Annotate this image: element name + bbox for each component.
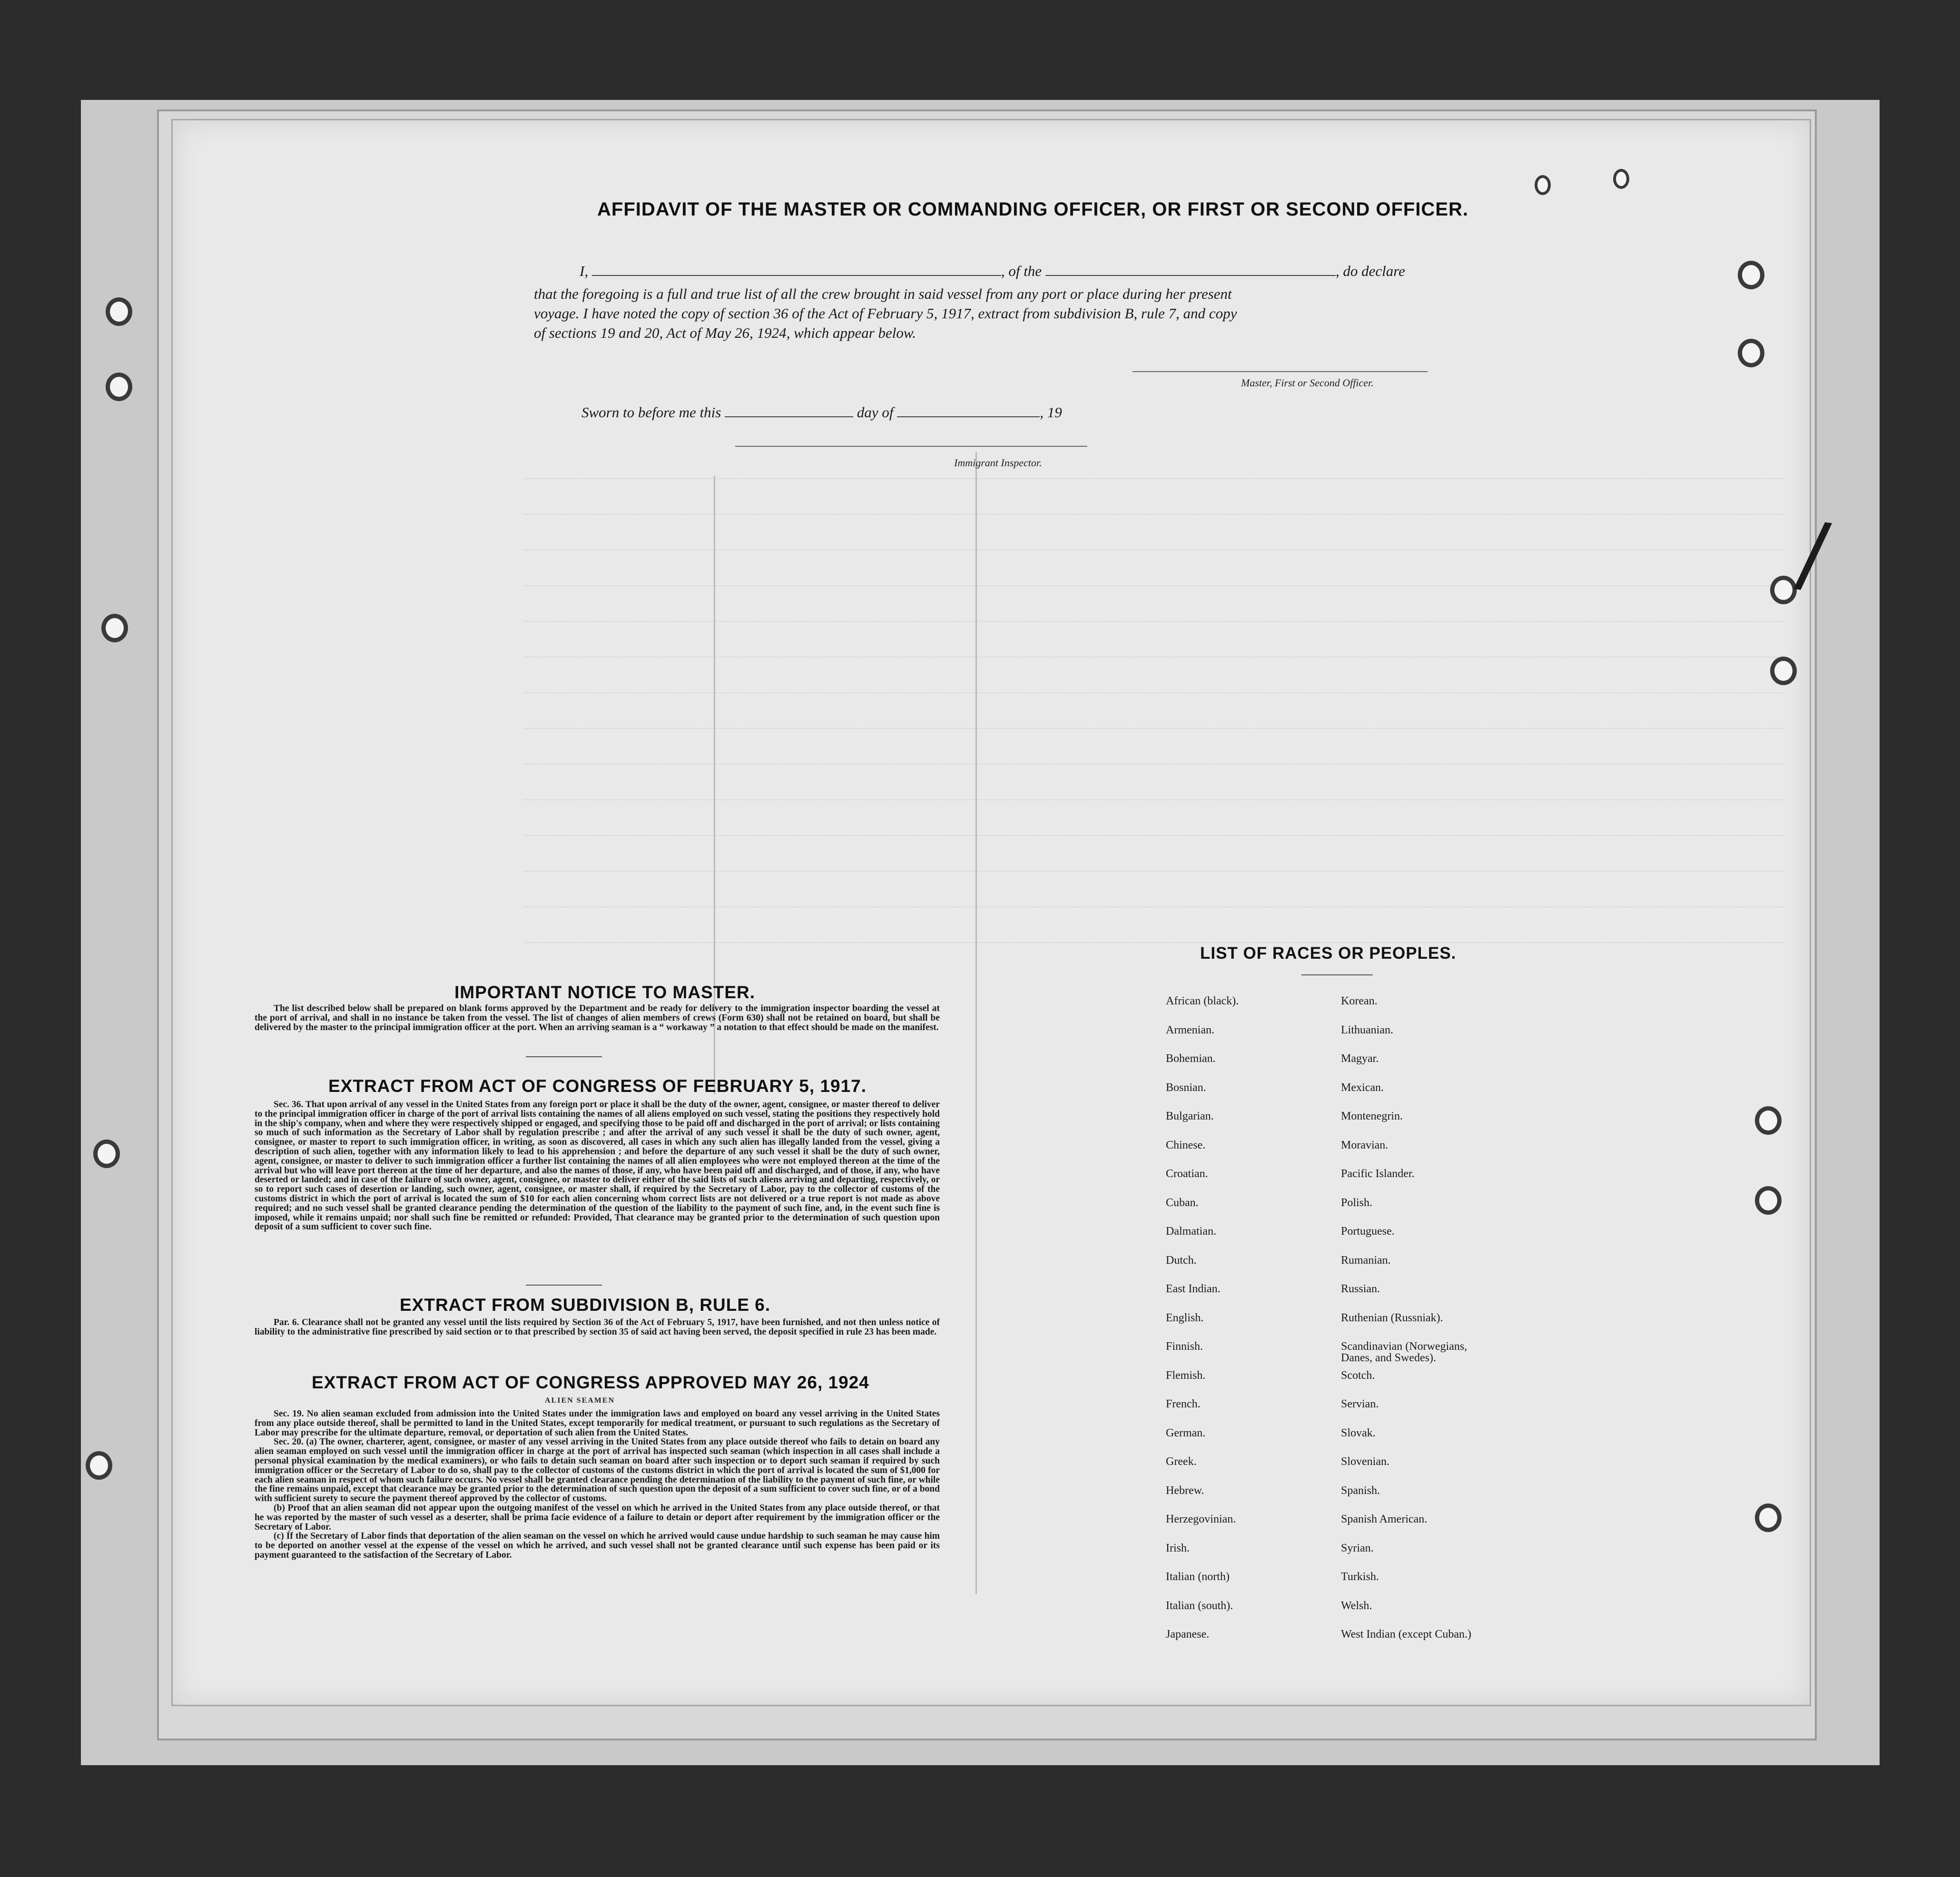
race-item: German.	[1166, 1426, 1206, 1439]
affidavit-line-2: that the foregoing is a full and true list of all the crew brought in said vessel from any port or place during her present	[534, 285, 1232, 302]
race-item: Lithuanian.	[1341, 1023, 1393, 1036]
column-divider	[975, 452, 977, 1594]
act-1924-text	[255, 1409, 940, 1560]
sworn-line	[581, 402, 1062, 421]
race-item: Ruthenian (Russniak).	[1341, 1311, 1443, 1324]
race-item: Slovenian.	[1341, 1455, 1389, 1468]
race-item: Portuguese.	[1341, 1225, 1395, 1238]
race-item: Dutch.	[1166, 1254, 1197, 1267]
binder-hole	[106, 297, 132, 326]
race-item: Chinese.	[1166, 1139, 1206, 1151]
sworn-year: , 19	[1040, 404, 1062, 421]
binder-hole	[93, 1140, 120, 1168]
section-divider	[526, 1285, 602, 1286]
act-1917-text	[255, 1100, 940, 1232]
race-item: Spanish American.	[1341, 1513, 1428, 1525]
race-item: Spanish.	[1341, 1484, 1380, 1497]
affidavit-do-declare: , do declare	[1335, 263, 1405, 279]
act-1924-subtitle: ALIEN SEAMEN	[545, 1396, 615, 1405]
binder-hole	[1770, 657, 1797, 685]
binder-hole	[1755, 1186, 1782, 1215]
act-1924-title: EXTRACT FROM ACT OF CONGRESS APPROVED MAY 26, 1924	[312, 1373, 869, 1392]
race-item: Magyar.	[1341, 1052, 1379, 1065]
binder-hole	[1738, 261, 1764, 289]
race-item: Italian (north)	[1166, 1571, 1230, 1583]
rule6-paragraph: Par. 6. Clearance shall not be granted any vessel until the lists required by Section 36 of the Act of February 5, 1917, have been furnished, and not then unless notice of liability to the administrative fine prescribed by said section or to that prescribed by section 35 of said act having been served, the deposit specified in rule 23 has been made.	[255, 1317, 940, 1337]
section-divider	[1301, 974, 1373, 975]
race-item: Croatian.	[1166, 1168, 1208, 1180]
sworn-prefix: Sworn to before me this	[581, 404, 721, 421]
binder-hole	[101, 614, 128, 642]
race-item: Japanese.	[1166, 1628, 1210, 1641]
act-1917-paragraph: Sec. 36. That upon arrival of any vessel in the United States from any foreign port or place it shall be the duty of the owner, agent, consignee, or master thereof to deliver to the principal immigration officer in charge of the port of arrival lists containing the names of all aliens employed on such vessel, stating the positions they respectively hold in the ship's company, when and where they were respectively shipped or engaged, and specifying those to be paid off and discharged in the port of arrival; or lists containing so much of such information as the Secretary of Labor shall by regulation prescribe ; and after the arrival of any such vessel it shall be the duty of such owner, agent, consignee, or master to report to such immigration officer, in writing, as soon as discovered, all cases in which any such alien has illegally landed from the vessel, giving a description of such alien, together with any information likely to lead to his apprehension ; and before the departure of any such vessel it shall be the duty of such owner, agent, consignee, or master to deliver to such immigration officer a further list containing the names of all alien employees who were not employed thereon at the time of the arrival but who will leave port thereon at the time of her departure, and also the names of those, if any, who have been paid off and discharged, and of those, if any, who have deserted or landed; and in case of the failure of such owner, agent, consignee, or master to deliver either of the said lists of such aliens arriving and departing, respectively, or so to report such cases of desertion or landing, such owner, agent, consignee, or master shall, if required by the Secretary of Labor, pay to the collector of customs of the customs district in which the port of arrival is located the sum of $10 for each alien concerning whom correct lists are not delivered or a true report is not made as above required; and no such vessel shall be granted clearance pending the determination of the question of the liability to the payment of such fine, and, in the event such fine is imposed, while it remains unpaid; nor shall such fine be remitted or refunded: Provided, That clearance may be granted prior to the determination of such question upon deposit of a sum sufficient to cover such fine.	[255, 1100, 940, 1232]
sworn-month-blank[interactable]	[897, 402, 1040, 417]
inspector-signature-line[interactable]	[735, 446, 1087, 447]
race-item: Herzegovinian.	[1166, 1513, 1236, 1525]
races-left-column	[1166, 995, 1239, 1658]
races-right-column	[1341, 995, 1471, 1658]
race-item: Rumanian.	[1341, 1254, 1391, 1267]
race-item: Flemish.	[1166, 1369, 1206, 1382]
race-item: West Indian (except Cuban.)	[1341, 1628, 1471, 1641]
notice-text	[255, 1004, 940, 1032]
races-title: LIST OF RACES OR PEOPLES.	[1200, 944, 1457, 963]
race-item: Bosnian.	[1166, 1081, 1206, 1094]
race-item: East Indian.	[1166, 1283, 1221, 1295]
binder-hole	[1535, 175, 1551, 195]
race-item: Cuban.	[1166, 1196, 1199, 1209]
race-item: Turkish.	[1341, 1571, 1379, 1583]
inspector-caption: Immigrant Inspector.	[954, 457, 1042, 469]
affidavit-i: I,	[580, 263, 589, 279]
race-item: Russian.	[1341, 1283, 1380, 1295]
notice-title: IMPORTANT NOTICE TO MASTER.	[454, 983, 756, 1002]
race-item: Mexican.	[1341, 1081, 1384, 1094]
race-item: Italian (south).	[1166, 1599, 1233, 1612]
race-item: Pacific Islander.	[1341, 1168, 1415, 1180]
act-1924-paragraph: (b) Proof that an alien seaman did not appear upon the outgoing manifest of the vessel on which he arrived in the United States from any place outside thereof, or that he was reported by the master of such vessel as a deserter, shall be prima facie evidence of a failure to detain or deport after requirement by the immigration officer or the Secretary of Labor.	[255, 1503, 940, 1532]
binder-hole	[106, 373, 132, 401]
binder-hole	[1613, 169, 1629, 189]
sworn-day-of: day of	[857, 404, 894, 421]
race-item: French.	[1166, 1398, 1201, 1410]
race-item: Slovak.	[1341, 1426, 1376, 1439]
race-item: Moravian.	[1341, 1139, 1389, 1151]
binder-hole	[1738, 339, 1764, 367]
binder-hole	[1755, 1106, 1782, 1135]
race-item: English.	[1166, 1311, 1204, 1324]
race-item: Welsh.	[1341, 1599, 1372, 1612]
race-item: Montenegrin.	[1341, 1110, 1403, 1122]
affidavit-line-3: voyage. I have noted the copy of section 36 of the Act of February 5, 1917, extract from subdivision B, rule 7, and copy	[534, 305, 1237, 322]
notice-paragraph: The list described below shall be prepared on blank forms approved by the Department and be ready for delivery to the immigration inspector boarding the vessel at the port of arrival, and shall in no instance be taken from the vessel. The list of changes of alien members of crews (Form 630) shall not be retained on board, but shall be delivered by the master to the principal immigration officer at the port. When an arriving seaman is a “ workaway ” a notation to that effect should be made on the manifest.	[255, 1003, 940, 1032]
race-item: Scandinavian (Norwegians, Danes, and Swedes).	[1341, 1340, 1468, 1364]
act-1917-title: EXTRACT FROM ACT OF CONGRESS OF FEBRUARY 5, 1917.	[328, 1076, 867, 1096]
rule6-title: EXTRACT FROM SUBDIVISION B, RULE 6.	[400, 1295, 771, 1315]
race-item: Irish.	[1166, 1542, 1190, 1554]
affidavit-title: AFFIDAVIT OF THE MASTER OR COMMANDING OFFICER, OR FIRST OR SECOND OFFICER.	[597, 199, 1468, 220]
affidavit-of-the: , of the	[1001, 263, 1042, 279]
race-item: Hebrew.	[1166, 1484, 1204, 1497]
race-item: Syrian.	[1341, 1542, 1374, 1554]
act-1924-paragraph: Sec. 19. No alien seaman excluded from admission into the United States under the immigration laws and employed on board any vessel arriving in the United States from any place outside thereof, shall be permitted to land in the United States, except temporarily for medical treatment, or pursuant to such regulations as the Secretary of Labor may prescribe for the ultimate departure, removal, or deportation of such alien from the United States.	[255, 1409, 940, 1438]
race-item: Armenian.	[1166, 1023, 1214, 1036]
section-divider	[526, 1056, 602, 1057]
affidavit-declaration-line	[580, 261, 1405, 280]
binder-hole	[86, 1451, 112, 1480]
master-signature-line[interactable]	[1133, 371, 1428, 372]
race-item: Greek.	[1166, 1455, 1197, 1468]
race-item: Polish.	[1341, 1196, 1373, 1209]
race-item: Scotch.	[1341, 1369, 1375, 1382]
rule6-text	[255, 1318, 940, 1337]
affidavit-line-4: of sections 19 and 20, Act of May 26, 1924, which appear below.	[534, 324, 916, 341]
master-caption: Master, First or Second Officer.	[1241, 377, 1374, 389]
race-item: Dalmatian.	[1166, 1225, 1216, 1238]
race-item: Bohemian.	[1166, 1052, 1216, 1065]
handwritten-mark: /	[1792, 502, 1834, 606]
race-item: Korean.	[1341, 995, 1378, 1007]
act-1924-paragraph: (c) If the Secretary of Labor finds that deportation of the alien seaman on the vessel on which he arrived would cause undue hardship to such seaman he may cause him to be deported on another vessel at the expense of the vessel on which he arrived, and such vessel shall not be granted clearance until such expense has been paid or its payment guaranteed to the satisfaction of the Secretary of Labor.	[255, 1531, 940, 1560]
act-1924-paragraph: Sec. 20. (a) The owner, charterer, agent, consignee, or master of any vessel arriving in the United States from any place outside thereof who fails to detain on board any alien seaman employed on such vessel until the immigration officer in charge at the port of arrival has inspected such seaman (which inspection in all cases shall include a personal physical examination by the medical examiners), or who fails to detain such seaman on board after such inspection or to deport such seaman if required by such immigration officer or the Secretary of Labor to do so, shall pay to the collector of customs of the customs district in which the port of arrival is located the sum of $1,000 for each alien seaman in respect of whom such failure occurs. No vessel shall be granted clearance pending the determination of the liability to the payment of such fine, or while the fine remains unpaid, except that clearance may be granted prior to the determination of such question upon the deposit of a sum sufficient to cover such fine, or of a bond with sufficient surety to secure the payment thereof approved by the collector of customs.	[255, 1437, 940, 1504]
race-item: Finnish.	[1166, 1340, 1203, 1353]
race-item: Servian.	[1341, 1398, 1379, 1410]
vessel-name-blank[interactable]	[1045, 261, 1336, 276]
sworn-day-blank[interactable]	[725, 402, 853, 417]
race-item: African (black).	[1166, 995, 1239, 1007]
binder-hole	[1755, 1504, 1782, 1532]
master-name-blank[interactable]	[592, 261, 1001, 276]
race-item: Bulgarian.	[1166, 1110, 1214, 1122]
